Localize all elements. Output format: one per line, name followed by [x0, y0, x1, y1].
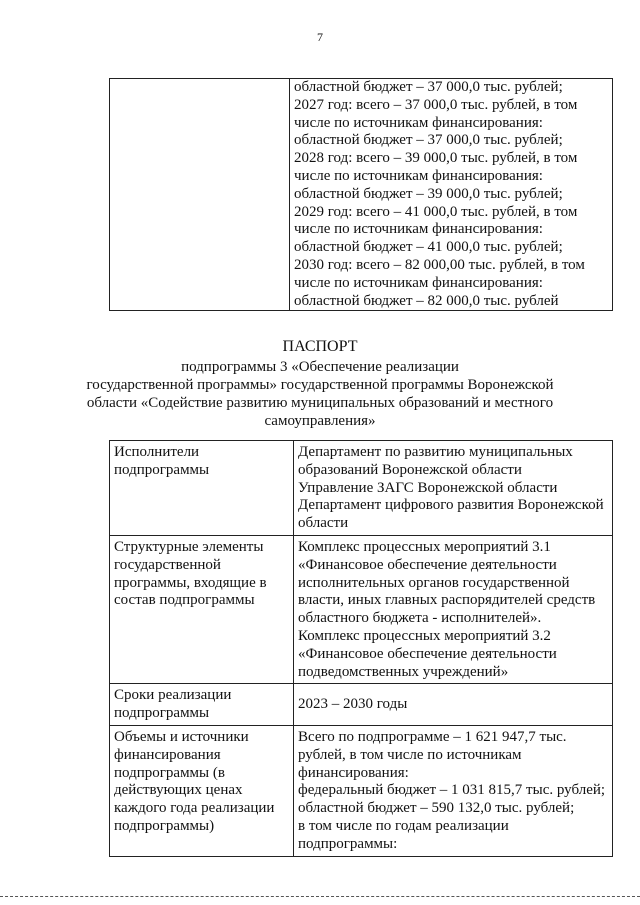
- text-line: областной бюджет – 39 000,0 тыс. рублей;: [294, 185, 563, 202]
- row-label-cell: [110, 725, 294, 856]
- value-line: образований Воронежской области: [298, 461, 522, 478]
- text-line: 2028 год: всего – 39 000,0 тыс. рублей, в том: [294, 150, 578, 167]
- text-line: областной бюджет – 37 000,0 тыс. рублей;: [294, 79, 563, 95]
- funding-text-cell: [290, 79, 613, 311]
- row-value-cell: [294, 684, 613, 726]
- label-line: Объемы и источники: [114, 728, 249, 745]
- text-line: 2027 год: всего – 37 000,0 тыс. рублей, в том: [294, 96, 578, 113]
- passport-title: ПАСПОРТ: [282, 338, 358, 355]
- text-line: числе по источникам финансирования:: [294, 167, 543, 184]
- value-line: Комплекс процессных мероприятий 3.1: [298, 538, 551, 555]
- label-line: программы, входящие в: [114, 574, 267, 591]
- row-label-cell: [110, 441, 294, 536]
- value-line: областной бюджет – 590 132,0 тыс. рублей;: [298, 800, 575, 817]
- text-line: числе по источникам финансирования:: [294, 221, 543, 238]
- table-row: [110, 79, 613, 311]
- footer-divider: [0, 896, 640, 897]
- label-line: финансирования: [114, 746, 221, 763]
- row-label-cell: [110, 535, 294, 683]
- label-line: подпрограммы: [114, 461, 210, 478]
- text-line: числе по источникам финансирования:: [294, 274, 543, 291]
- value-line: Всего по подпрограмме – 1 621 947,7 тыс.: [298, 728, 567, 745]
- text-line: 2030 год: всего – 82 000,00 тыс. рублей, в том: [294, 256, 585, 273]
- page-number: 7: [317, 30, 323, 44]
- text-line: 2029 год: всего – 41 000,0 тыс. рублей, в том: [294, 203, 578, 220]
- passport-table: [109, 440, 613, 857]
- text-line: областной бюджет – 82 000,0 тыс. рублей: [294, 292, 559, 309]
- value-line: Комплекс процессных мероприятий 3.2: [298, 627, 551, 644]
- value-line: федеральный бюджет – 1 031 815,7 тыс. рублей;: [298, 782, 606, 799]
- label-line: Сроки реализации: [114, 687, 232, 704]
- label-line: Структурные элементы: [114, 538, 264, 555]
- value-line: Департамент по развитию муниципальных: [298, 444, 573, 460]
- text-line: областной бюджет – 41 000,0 тыс. рублей;: [294, 239, 563, 256]
- value-line: «Финансовое обеспечение деятельности: [298, 556, 557, 573]
- value-line: подпрограммы:: [298, 835, 398, 852]
- funding-continuation-table: [109, 78, 613, 311]
- table-row: [110, 684, 613, 726]
- value-line: финансирования:: [298, 764, 409, 781]
- heading-line: государственной программы» государственной программы Воронежской: [86, 377, 554, 393]
- row-label-cell: [110, 684, 294, 726]
- value-line: рублей, в том числе по источникам: [298, 746, 522, 763]
- passport-heading: [60, 338, 580, 430]
- value-line: областного бюджета - исполнителей».: [298, 610, 542, 627]
- label-line: каждого года реализации: [114, 800, 275, 817]
- table-row: [110, 535, 613, 683]
- value-line: Управление ЗАГС Воронежской области: [298, 479, 558, 496]
- value-line: 2023 – 2030 годы: [298, 696, 408, 713]
- value-line: в том числе по годам реализации: [298, 817, 509, 834]
- heading-line: самоуправления»: [264, 413, 376, 429]
- value-line: области: [298, 515, 349, 532]
- label-line: действующих ценах: [114, 782, 243, 799]
- table-row: [110, 725, 613, 856]
- row-value-cell: [294, 441, 613, 536]
- value-line: «Финансовое обеспечение деятельности: [298, 645, 557, 662]
- value-line: подведомственных учреждений»: [298, 663, 509, 680]
- value-line: Департамент цифрового развития Воронежской: [298, 497, 604, 514]
- heading-line: области «Содействие развитию муниципальных образований и местного: [86, 395, 554, 411]
- row-value-cell: [294, 535, 613, 683]
- empty-label-cell: [110, 79, 290, 311]
- value-line: исполнительных органов государственной: [298, 574, 570, 591]
- label-line: подпрограммы: [114, 705, 210, 722]
- label-line: государственной: [114, 556, 221, 573]
- label-line: подпрограммы (в: [114, 764, 225, 781]
- label-line: подпрограммы): [114, 817, 215, 834]
- row-value-cell: [294, 725, 613, 856]
- value-line: власти, иных главных распорядителей средств: [298, 592, 596, 609]
- label-line: Исполнители: [114, 444, 200, 460]
- text-line: областной бюджет – 37 000,0 тыс. рублей;: [294, 132, 563, 149]
- label-line: состав подпрограммы: [114, 592, 255, 609]
- table-row: [110, 441, 613, 536]
- heading-line: подпрограммы 3 «Обеспечение реализации: [181, 359, 459, 375]
- text-line: числе по источникам финансирования:: [294, 114, 543, 131]
